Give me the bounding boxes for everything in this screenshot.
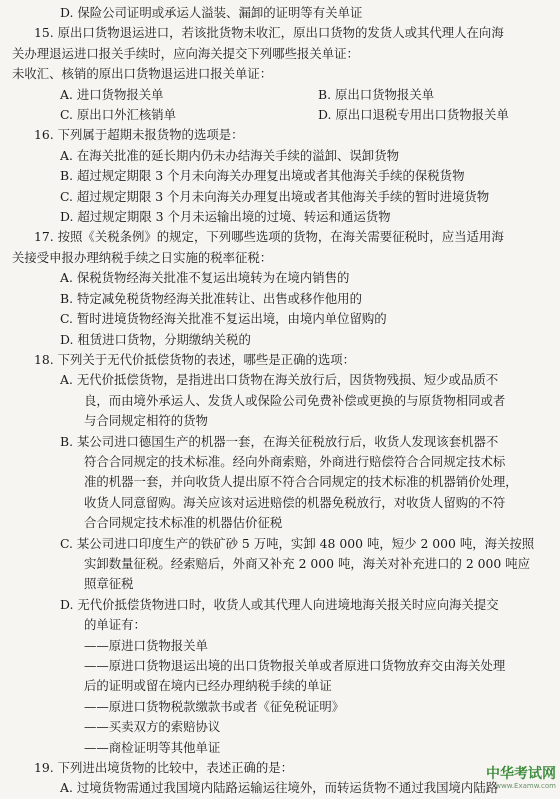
text-line: 实卸数量征税。经索赔后，外商又补充 2 000 吨，海关对补充进口的 2 000 吨应: [10, 554, 548, 574]
option-cell: D. 原出口退税专用出口货物报关单: [318, 105, 509, 125]
text-line: ——原进口货物退运出境的出口货物报关单或者原进口货物放弃交由海关处理: [10, 656, 548, 676]
text-line: B. 某公司进口德国生产的机器一套，在海关征税放行后，收货人发现该套机器不: [10, 432, 548, 452]
text-line: 17. 按照《关税条例》的规定，下列哪些选项的货物，在海关需要征税时，应当适用海: [10, 227, 548, 247]
option-cell: A. 进口货物报关单: [60, 85, 318, 105]
text-line: 后的证明或留在境内已经办理纳税手续的单证: [10, 676, 548, 696]
text-line: 关接受申报办理纳税手续之日实施的税率征税：: [10, 248, 548, 268]
text-line: 准的机器一套，并向收货人提出原不符合合同规定的技术标准的机器销价处理，: [10, 472, 548, 492]
option-cell: C. 原出口外汇核销单: [60, 105, 318, 125]
text-line: 符合合同规定的技术标准。经向外商索赔，外商进行赔偿符合合同规定技术标: [10, 452, 548, 472]
text-line: D. 无代价抵偿货物进口时，收货人或其代理人向进境地海关报关时应向海关提交: [10, 595, 548, 615]
text-line: 良，而由境外承运人、发货人或保险公司免费补偿或更换的与原货物相同或者: [10, 391, 548, 411]
text-line: A. 过境货物需通过我国境内陆路运输运往境外，而转运货物不通过我国境内陆路: [10, 778, 548, 798]
text-line: 18. 下列关于无代价抵偿货物的表述，哪些是正确的选项：: [10, 350, 548, 370]
text-line: [10, 105, 548, 125]
text-line: D. 租赁进口货物，分期缴纳关税的: [10, 330, 548, 350]
watermark: [486, 766, 556, 791]
text-line: 关办理退运进口报关手续时，应向海关提交下列哪些报关单证：: [10, 44, 548, 64]
text-line: C. 某公司进口印度生产的铁矿砂 5 万吨，实卸 48 000 吨，短少 2 000 吨，海关按照: [10, 534, 548, 554]
text-line: 15. 原出口货物退运进口，若该批货物未收汇，原出口货物的发货人或其代理人在向海: [10, 23, 548, 43]
text-line: 19. 下列进出境货物的比较中，表述正确的是：: [10, 758, 548, 778]
text-line: D. 超过规定期限 3 个月未运输出境的过境、转运和通运货物: [10, 207, 548, 227]
text-line: C. 超过规定期限 3 个月未向海关办理复出境或者其他海关手续的暂时进境货物: [10, 187, 548, 207]
watermark-text: 中华考试网: [486, 766, 556, 782]
text-line: A. 保税货物经海关批准不复运出境转为在境内销售的: [10, 268, 548, 288]
text-line: 合合同规定技术标准的机器估价征税: [10, 513, 548, 533]
text-line: ——原进口货物税款缴款书或者《征免税证明》: [10, 697, 548, 717]
text-line: 未收汇、核销的原出口货物退运进口报关单证：: [10, 64, 548, 84]
text-line: D. 保险公司证明或承运人溢装、漏卸的证明等有关单证: [10, 3, 548, 23]
text-line: ——原进口货物报关单: [10, 636, 548, 656]
text-line: [10, 85, 548, 105]
text-line: 16. 下列属于超期未报货物的选项是：: [10, 125, 548, 145]
text-line: A. 在海关批准的延长期内仍未办结海关手续的溢卸、误卸货物: [10, 146, 548, 166]
text-line: 与合同规定相符的货物: [10, 411, 548, 431]
text-line: B. 特定减免税货物经海关批准转让、出售或移作他用的: [10, 289, 548, 309]
text-line: 收货人同意留购。海关应该对运进赔偿的机器免税放行，对收货人留购的不符: [10, 493, 548, 513]
watermark-url: www.Examw.com: [486, 782, 556, 791]
text-line: A. 无代价抵偿货物，是指进出口货物在海关放行后，因货物残损、短少或品质不: [10, 370, 548, 390]
text-line: C. 暂时进境货物经海关批准不复运出境，由境内单位留购的: [10, 309, 548, 329]
text-line: 照章征税: [10, 574, 548, 594]
text-line: ——商检证明等其他单证: [10, 738, 548, 758]
text-line: 的单证有：: [10, 615, 548, 635]
text-line: ——买卖双方的索赔协议: [10, 717, 548, 737]
text-line: B. 超过规定期限 3 个月未向海关办理复出境或者其他海关手续的保税货物: [10, 166, 548, 186]
option-cell: B. 原出口货物报关单: [318, 85, 434, 105]
